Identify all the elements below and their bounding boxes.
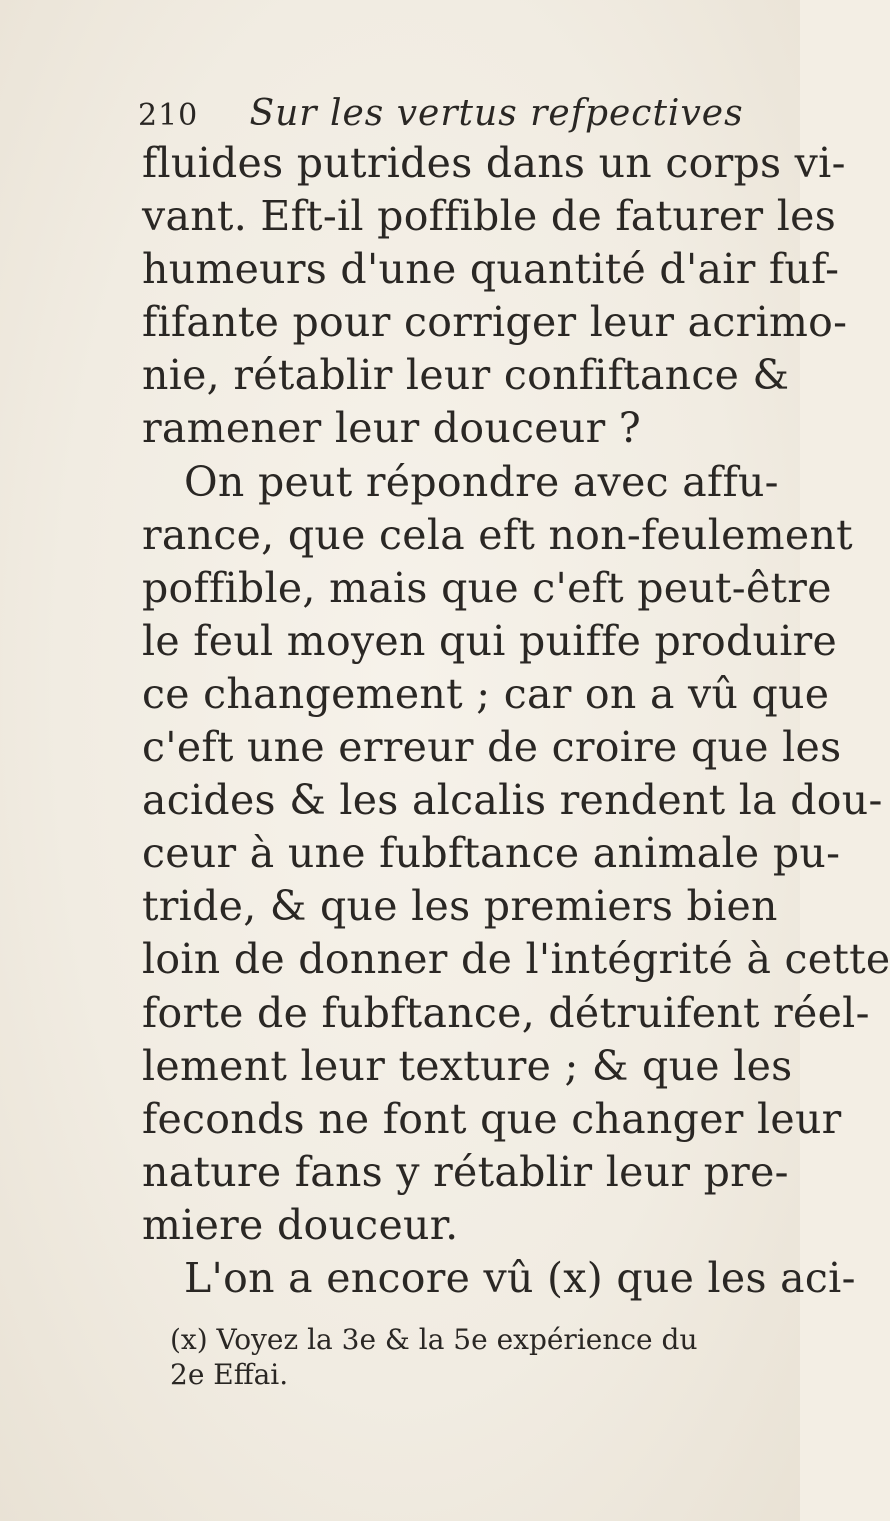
body-text [142,137,890,1305]
footnote-line: (x) Voyez la 3e & la 5e expérience du [170,1323,698,1356]
text-line: tride, & que les premiers bien [142,882,778,931]
text-line: le feul moyen qui puiffe produire [142,616,838,665]
text-line: humeurs d'une quantité d'air fuf- [142,245,840,294]
page-number: 210 [138,98,199,133]
text-line: fluides putrides dans un corps vi- [142,139,846,187]
text-line: ce changement ; car on a vû que [142,669,830,718]
text-line: On peut répondre avec affu- [184,457,779,506]
text-line: forte de fubftance, détruifent réel- [142,988,870,1037]
running-head [138,92,744,136]
text-line: vant. Eft-il poffible de faturer les [142,192,837,241]
text-line: acides & les alcalis rendent la dou- [142,776,883,825]
text-line: ramener leur douceur ? [142,404,642,453]
text-line: L'on a encore vû (x) que les aci- [184,1253,856,1302]
text-line: c'eft une erreur de croire que les [142,723,842,772]
footnote [170,1322,770,1392]
text-line: poffible, mais que c'eft peut-être [142,563,832,612]
text-line: lement leur texture ; & que les [142,1041,793,1090]
running-title: Sur les vertus refpectives [249,93,744,134]
text-line: nie, rétablir leur confiftance & [142,351,790,400]
text-line: nature fans y rétablir leur pre- [142,1147,789,1196]
text-line: feconds ne font que changer leur [142,1094,842,1143]
text-line: miere douceur. [142,1200,459,1249]
text-line: rance, que cela eft non-feulement [142,510,853,559]
text-line: fifante pour corriger leur acrimo- [142,298,848,347]
text-line: ceur à une fubftance animale pu- [142,829,841,878]
text-line: loin de donner de l'intégrité à cette [142,935,890,984]
footnote-line: 2e Effai. [170,1358,289,1391]
